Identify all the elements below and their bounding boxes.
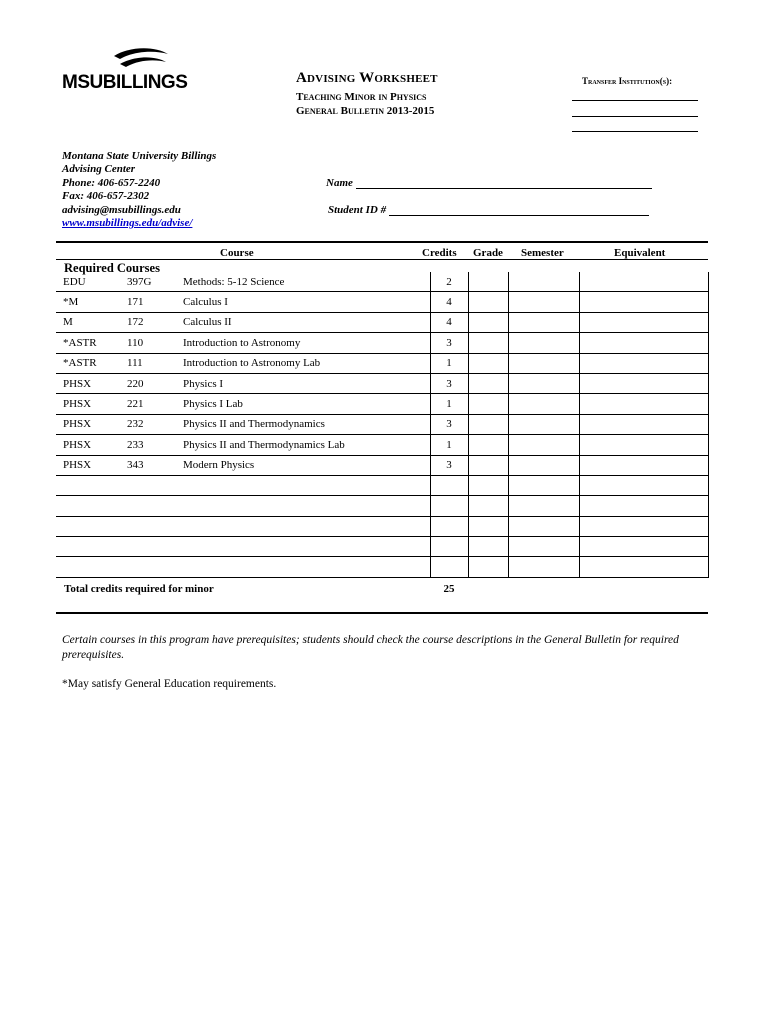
student-id-field[interactable] (389, 205, 649, 216)
course-prefix: PHSX (56, 414, 120, 434)
semester-cell[interactable] (508, 496, 579, 516)
course-title (176, 496, 430, 516)
course-credits: 2 (430, 272, 468, 292)
course-number (120, 557, 176, 577)
semester-cell[interactable] (508, 272, 579, 292)
equivalent-cell[interactable] (579, 292, 708, 312)
course-number (120, 537, 176, 557)
table-row (56, 373, 708, 393)
col-equivalent: Equivalent (614, 247, 666, 259)
course-credits: 1 (430, 435, 468, 455)
course-credits (430, 537, 468, 557)
course-prefix (56, 516, 120, 536)
blank-row (56, 557, 708, 577)
course-number (120, 475, 176, 495)
blank-row (56, 475, 708, 495)
table-row (56, 272, 708, 292)
gen-ed-note: *May satisfy General Education requirements. (62, 678, 277, 690)
course-title (176, 516, 430, 536)
total-credits-label: Total credits required for minor (64, 583, 214, 595)
course-title: Introduction to Astronomy Lab (176, 353, 430, 373)
course-credits (430, 496, 468, 516)
semester-cell[interactable] (508, 537, 579, 557)
contact-info (62, 150, 216, 230)
course-credits (430, 475, 468, 495)
semester-cell[interactable] (508, 333, 579, 353)
header-bottom-rule (56, 259, 708, 260)
course-credits: 3 (430, 373, 468, 393)
table-row (56, 333, 708, 353)
course-prefix: PHSX (56, 373, 120, 393)
equivalent-cell[interactable] (579, 557, 708, 577)
col-semester: Semester (521, 247, 564, 259)
grade-cell[interactable] (468, 292, 508, 312)
course-title: Calculus I (176, 292, 430, 312)
grade-cell[interactable] (468, 455, 508, 475)
semester-cell[interactable] (508, 292, 579, 312)
semester-cell[interactable] (508, 373, 579, 393)
course-title: Physics I (176, 373, 430, 393)
col-grade: Grade (473, 247, 503, 259)
equivalent-cell[interactable] (579, 516, 708, 536)
course-credits: 3 (430, 414, 468, 434)
logo-wordmark: MSUBILLINGS (62, 72, 188, 93)
semester-cell[interactable] (508, 557, 579, 577)
course-prefix: *ASTR (56, 353, 120, 373)
transfer-field-1[interactable] (572, 100, 698, 101)
msu-billings-logo (62, 46, 212, 96)
course-prefix (56, 557, 120, 577)
course-credits: 3 (430, 455, 468, 475)
course-credits: 3 (430, 333, 468, 353)
course-title (176, 557, 430, 577)
semester-cell[interactable] (508, 414, 579, 434)
course-prefix: PHSX (56, 435, 120, 455)
course-title: Physics I Lab (176, 394, 430, 414)
name-row (326, 177, 652, 189)
course-credits: 1 (430, 353, 468, 373)
course-number (120, 516, 176, 536)
grade-cell[interactable] (468, 516, 508, 536)
grade-cell[interactable] (468, 312, 508, 332)
semester-cell[interactable] (508, 312, 579, 332)
semester-cell[interactable] (508, 455, 579, 475)
header-top-rule (56, 241, 708, 243)
course-number: 220 (120, 373, 176, 393)
grade-cell[interactable] (468, 475, 508, 495)
grade-cell[interactable] (468, 394, 508, 414)
grade-cell[interactable] (468, 333, 508, 353)
semester-cell[interactable] (508, 435, 579, 455)
course-prefix: EDU (56, 272, 120, 292)
grade-cell[interactable] (468, 414, 508, 434)
phone: Phone: 406-657-2240 (62, 176, 161, 189)
course-title (176, 475, 430, 495)
course-prefix: PHSX (56, 394, 120, 414)
transfer-institution-label: Transfer Institution(s): (582, 76, 673, 86)
course-credits (430, 557, 468, 577)
prerequisite-note: Certain courses in this program have prerequisites; students should check the course descriptions in the General Bulletin for required prerequisites. (62, 634, 679, 661)
equivalent-cell[interactable] (579, 475, 708, 495)
course-number: 172 (120, 312, 176, 332)
grade-cell[interactable] (468, 496, 508, 516)
semester-cell[interactable] (508, 394, 579, 414)
equivalent-cell[interactable] (579, 455, 708, 475)
equivalent-cell[interactable] (579, 312, 708, 332)
equivalent-cell[interactable] (579, 272, 708, 292)
table-row (56, 435, 708, 455)
course-number: 232 (120, 414, 176, 434)
course-prefix (56, 475, 120, 495)
name-field[interactable] (356, 178, 652, 189)
name-label: Name (326, 177, 353, 189)
course-prefix: *M (56, 292, 120, 312)
equivalent-cell[interactable] (579, 333, 708, 353)
footer-rule (56, 612, 708, 614)
equivalent-cell[interactable] (579, 414, 708, 434)
course-credits (430, 516, 468, 536)
email: advising@msubillings.edu (62, 203, 181, 216)
course-title: Introduction to Astronomy (176, 333, 430, 353)
grade-cell[interactable] (468, 272, 508, 292)
equivalent-cell[interactable] (579, 537, 708, 557)
course-number: 343 (120, 455, 176, 475)
blank-row (56, 537, 708, 557)
total-credits-value: 25 (443, 583, 455, 595)
semester-cell[interactable] (508, 475, 579, 495)
course-number: 221 (120, 394, 176, 414)
table-row (56, 353, 708, 373)
course-credits: 4 (430, 292, 468, 312)
table-row (56, 414, 708, 434)
swoosh-icon (110, 46, 170, 74)
transfer-field-2[interactable] (572, 116, 698, 117)
student-id-label: Student ID # (328, 204, 387, 216)
course-title: Methods: 5-12 Science (176, 272, 430, 292)
blank-row (56, 516, 708, 536)
course-prefix: M (56, 312, 120, 332)
blank-row (56, 496, 708, 516)
program-subtitle: Teaching Minor in Physics (296, 91, 427, 103)
course-number: 111 (120, 353, 176, 373)
required-courses-label: Required Courses (64, 261, 160, 275)
student-id-row (328, 204, 649, 216)
grade-cell[interactable] (468, 353, 508, 373)
course-number: 110 (120, 333, 176, 353)
course-prefix (56, 537, 120, 557)
equivalent-cell[interactable] (579, 435, 708, 455)
semester-cell[interactable] (508, 516, 579, 536)
grade-cell[interactable] (468, 435, 508, 455)
title-block (296, 70, 438, 117)
table-row (56, 312, 708, 332)
grade-cell[interactable] (468, 537, 508, 557)
advising-center: Advising Center (62, 163, 136, 176)
grade-cell[interactable] (468, 557, 508, 577)
equivalent-cell[interactable] (579, 496, 708, 516)
course-credits: 4 (430, 312, 468, 332)
course-prefix: *ASTR (56, 333, 120, 353)
grade-cell[interactable] (468, 373, 508, 393)
course-title: Modern Physics (176, 455, 430, 475)
equivalent-cell[interactable] (579, 353, 708, 373)
page-title: Advising Worksheet (296, 70, 438, 86)
fax: Fax: 406-657-2302 (62, 190, 150, 203)
course-prefix: PHSX (56, 455, 120, 475)
col-credits: Credits (422, 247, 457, 259)
col-course: Course (220, 247, 254, 259)
table-row (56, 455, 708, 475)
course-title: Calculus II (176, 312, 430, 332)
courses-table (56, 272, 709, 578)
semester-cell[interactable] (508, 353, 579, 373)
course-number (120, 496, 176, 516)
course-number: 171 (120, 292, 176, 312)
course-prefix (56, 496, 120, 516)
transfer-field-3[interactable] (572, 131, 698, 132)
courses-body (56, 272, 708, 577)
table-row (56, 292, 708, 312)
course-number: 397G (120, 272, 176, 292)
org-name: Montana State University Billings (62, 150, 217, 162)
bulletin-label: General Bulletin 2013-2015 (296, 105, 435, 117)
equivalent-cell[interactable] (579, 373, 708, 393)
table-row (56, 394, 708, 414)
advising-website-link[interactable]: www.msubillings.edu/advise/ (62, 217, 193, 230)
course-title: Physics II and Thermodynamics Lab (176, 435, 430, 455)
course-title: Physics II and Thermodynamics (176, 414, 430, 434)
course-title (176, 537, 430, 557)
course-number: 233 (120, 435, 176, 455)
course-credits: 1 (430, 394, 468, 414)
equivalent-cell[interactable] (579, 394, 708, 414)
